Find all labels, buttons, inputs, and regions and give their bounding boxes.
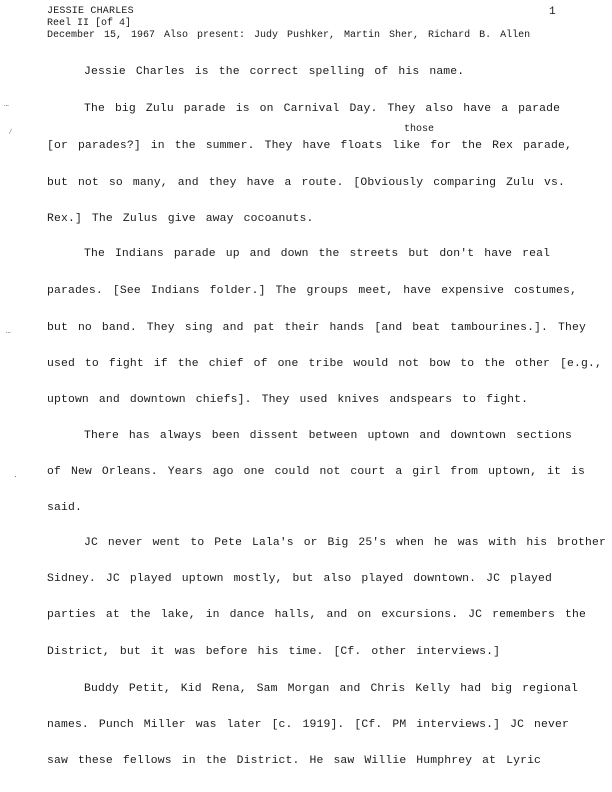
interviewee-name: JESSIE CHARLES: [47, 6, 134, 17]
text-line: Rex.] The Zulus give away cocoanuts.: [47, 213, 314, 225]
text-line: Jessie Charles is the correct spelling of his name.: [84, 66, 465, 78]
text-line: parades. [See Indians folder.] The groups meet, have expensive costumes,: [47, 285, 577, 297]
text-line: JC never went to Pete Lala's or Big 25's when he was with his brother: [84, 537, 606, 549]
margin-mark: …: [4, 100, 9, 109]
text-line: The big Zulu parade is on Carnival Day. They also have a parade: [84, 103, 561, 115]
text-line: said.: [47, 502, 82, 514]
text-line: There has always been dissent between uptown and downtown sections: [84, 430, 573, 442]
text-line: saw these fellows in the District. He saw Willie Humphrey at Lyric: [47, 755, 542, 767]
text-line: but not so many, and they have a route. [Obviously comparing Zulu vs.: [47, 177, 565, 189]
handwritten-insert: those: [404, 124, 435, 135]
text-line: The Indians parade up and down the streets but don't have real: [84, 248, 551, 260]
margin-mark: ∕: [8, 128, 13, 137]
date-and-attendees: December 15, 1967 Also present: Judy Pushker, Martin Sher, Richard B. Allen: [47, 30, 531, 41]
reel-label: Reel II [of 4]: [47, 18, 132, 29]
text-line: but no band. They sing and pat their hands [and beat tambourines.]. They: [47, 322, 586, 334]
text-line: Sidney. JC played uptown mostly, but also played downtown. JC played: [47, 573, 553, 585]
text-line: District, but it was before his time. [Cf. other interviews.]: [47, 646, 501, 658]
text-line: used to fight if the chief of one tribe would not bow to the other [e.g.,: [47, 358, 602, 370]
page-number: 1: [549, 6, 556, 18]
text-line: [or parades?] in the summer. They have floats like for the Rex parade,: [47, 140, 572, 152]
text-line: Buddy Petit, Kid Rena, Sam Morgan and Chris Kelly had big regional: [84, 683, 579, 695]
margin-mark: …: [6, 327, 11, 336]
margin-mark: ․: [14, 471, 17, 480]
text-line: of New Orleans. Years ago one could not court a girl from uptown, it is: [47, 466, 585, 478]
text-line: names. Punch Miller was later [c. 1919]. [Cf. PM interviews.] JC never: [47, 719, 569, 731]
text-line: uptown and downtown chiefs]. They used knives andspears to fight.: [47, 394, 529, 406]
text-line: parties at the lake, in dance halls, and on excursions. JC remembers the: [47, 609, 586, 621]
